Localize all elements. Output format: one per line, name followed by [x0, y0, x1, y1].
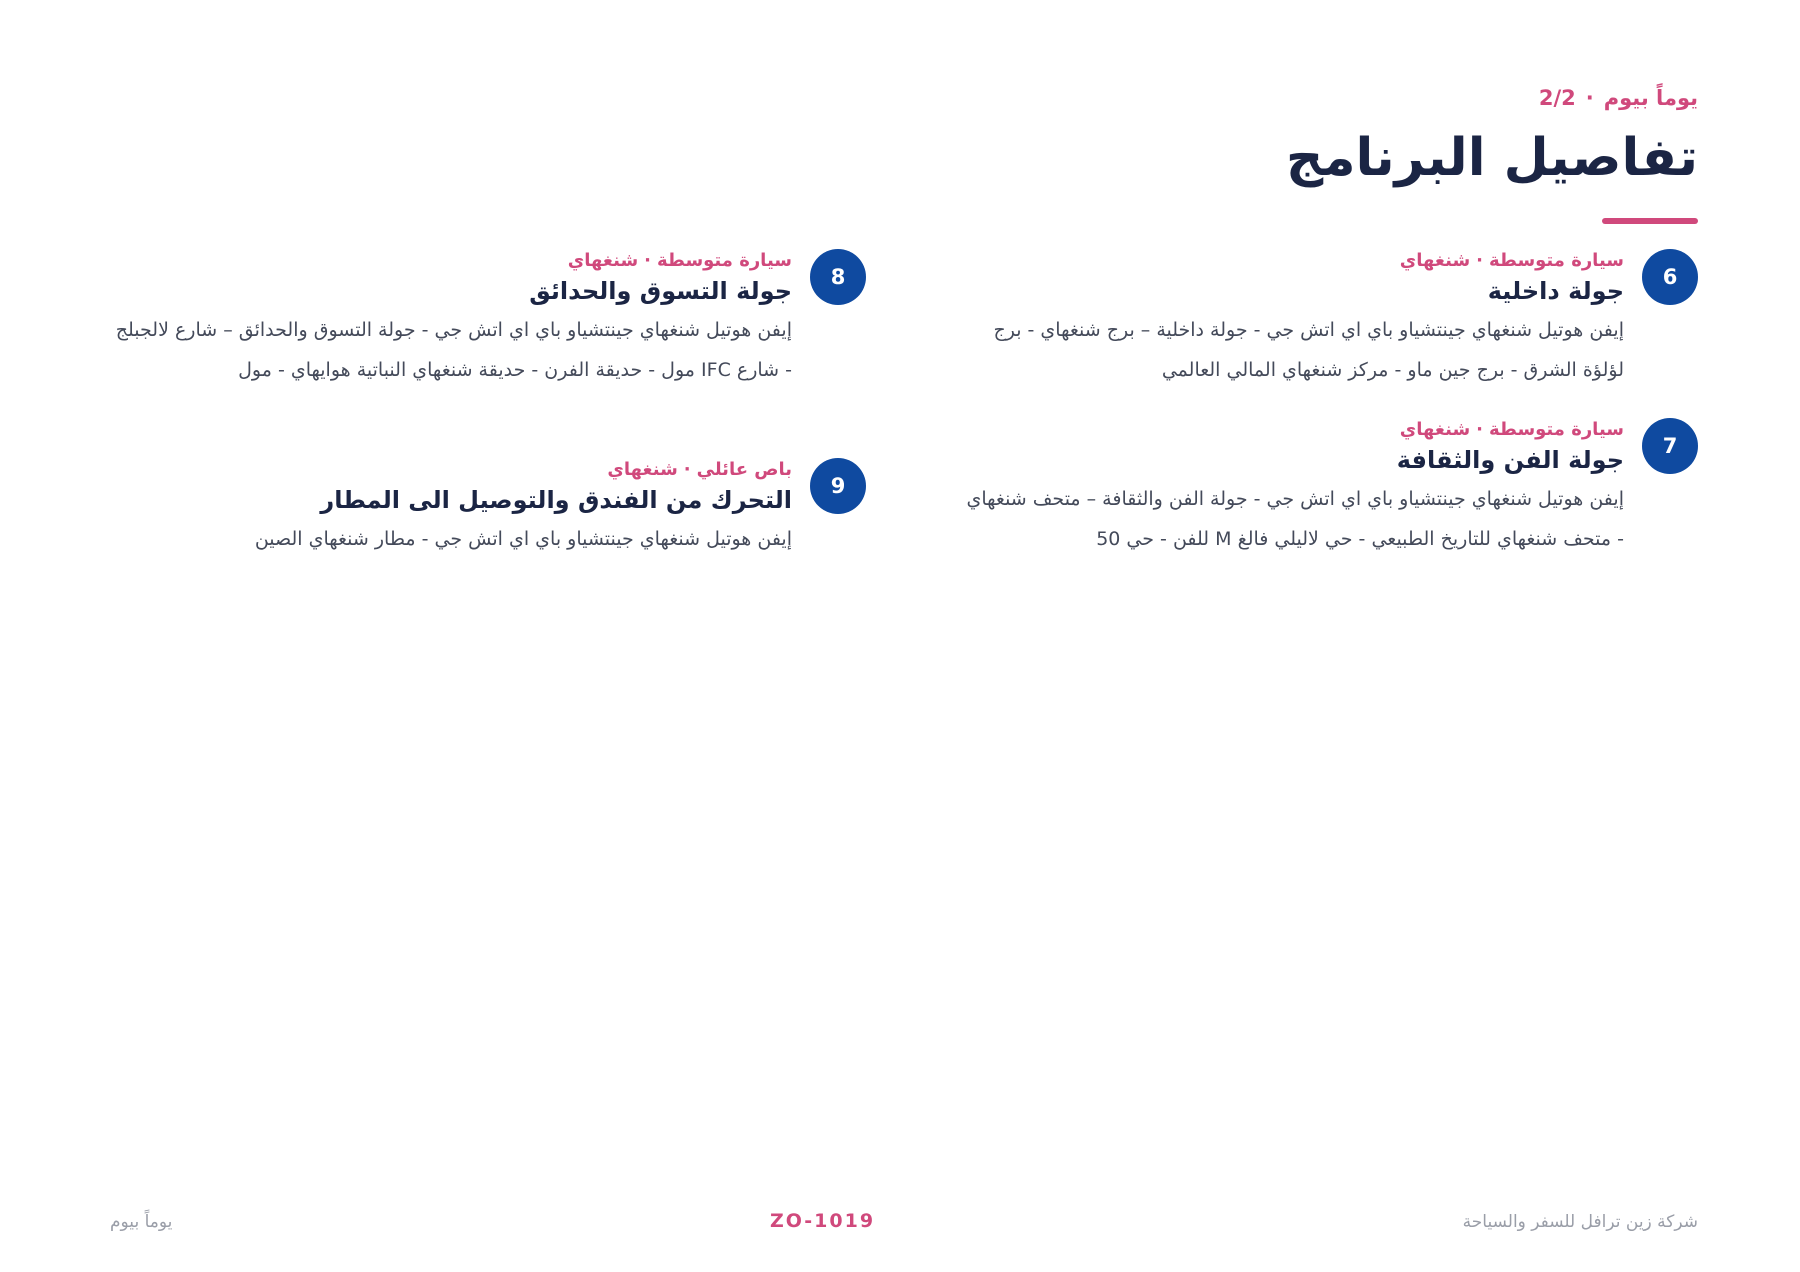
day-number-badge: 9: [810, 458, 866, 514]
city-name: شنغهاي: [607, 459, 678, 480]
itinerary-item: [106, 249, 866, 439]
eyebrow-label: يوماً بيوم: [1603, 86, 1698, 110]
city-name: شنغهاي: [1399, 419, 1471, 440]
item-meta: [106, 458, 792, 482]
item-description: إيفن هوتيل شنغهاي جينتشياو باي اي اتش جي - جولة الفن والثقافة – متحف شنغهاي - متحف شنغهاي للتاريخ الطبيعي - حي لاليلي فالغ M للفن - حي 50: [966, 488, 1624, 550]
item-description: إيفن هوتيل شنغهاي جينتشياو باي اي اتش جي - مطار شنغهاي الصين: [254, 528, 792, 550]
footer-section-name: يوماً بيوم: [110, 1212, 173, 1232]
meta-separator: ·: [1476, 419, 1483, 440]
meta-separator: ·: [1476, 250, 1483, 271]
day-number-badge: 7: [1642, 418, 1698, 474]
item-description: إيفن هوتيل شنغهاي جينتشياو باي اي اتش جي - جولة داخلية – برج شنغهاي - برج لؤلؤة الشرق - برج جين ماو - مركز شنغهاي المالي العالمي: [993, 319, 1624, 381]
vehicle-type: سيارة متوسطة: [657, 250, 792, 271]
eyebrow-page-number: 2/2: [1538, 86, 1576, 110]
title-underline: [1602, 218, 1698, 224]
section-eyebrow: [1539, 86, 1698, 110]
footer-document-code: ZO-1019: [770, 1210, 876, 1232]
eyebrow-separator: ·: [1585, 86, 1594, 110]
item-body: [106, 249, 792, 390]
item-title: جولة الفن والثقافة: [1396, 446, 1624, 474]
itinerary-item: [958, 418, 1698, 568]
item-title: جولة التسوق والحدائق: [529, 277, 792, 305]
vehicle-type: سيارة متوسطة: [1489, 250, 1624, 271]
page-title: تفاصيل البرنامج: [1285, 128, 1698, 188]
itinerary-item: [958, 249, 1698, 399]
item-meta: [958, 249, 1624, 273]
itinerary-item: [106, 458, 866, 568]
item-body: [106, 458, 792, 559]
meta-separator: ·: [644, 250, 651, 271]
item-description: إيفن هوتيل شنغهاي جينتشياو باي اي اتش جي - جولة التسوق والحدائق – شارع لالجبلج - شارع IFC مول - حديقة الفرن - حديقة شنغهاي النباتية هوايهاي - مول: [115, 319, 792, 381]
day-number-badge: 8: [810, 249, 866, 305]
day-number-badge: 6: [1642, 249, 1698, 305]
meta-separator: ·: [683, 459, 691, 480]
footer-company-name: شركة زين ترافل للسفر والسياحة: [1462, 1212, 1698, 1232]
vehicle-type: سيارة متوسطة: [1489, 419, 1624, 440]
vehicle-type: باص عائلي: [696, 459, 792, 480]
city-name: شنغهاي: [567, 250, 639, 271]
item-meta: [106, 249, 792, 273]
item-meta: [958, 418, 1624, 442]
city-name: شنغهاي: [1399, 250, 1471, 271]
item-body: [958, 418, 1624, 559]
item-body: [958, 249, 1624, 390]
item-title: التحرك من الفندق والتوصيل الى المطار: [320, 486, 792, 514]
item-title: جولة داخلية: [1487, 277, 1624, 305]
